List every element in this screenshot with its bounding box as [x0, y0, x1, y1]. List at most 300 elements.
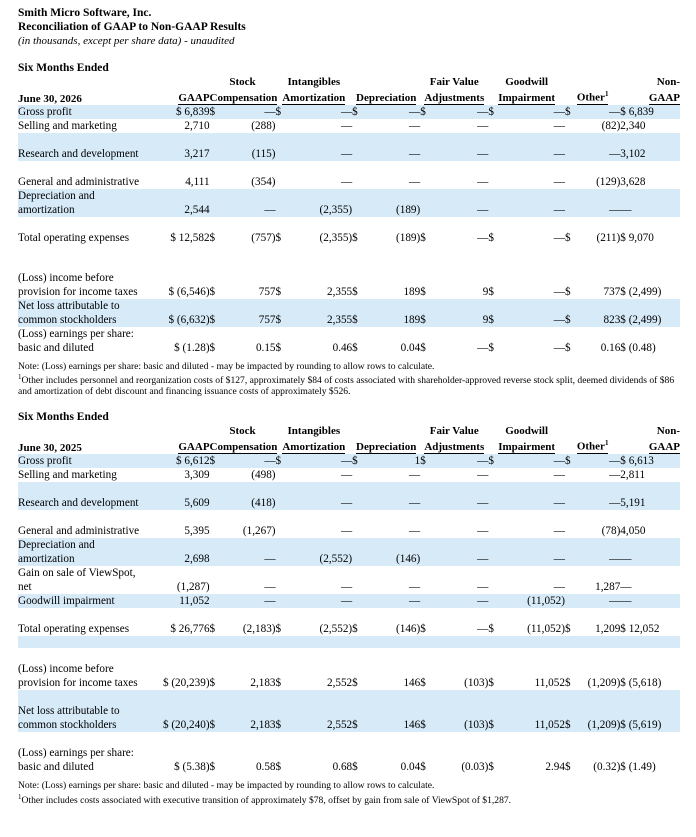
row-label: Total operating expenses — [18, 231, 130, 244]
cell-text: $ — [564, 623, 571, 635]
column-header: Stock — [229, 425, 256, 438]
cell-text: (0.03) — [461, 761, 489, 773]
report-subtitle: (in thousands, except per share data) - unaudited — [18, 35, 235, 47]
cell-text: $ — [420, 341, 426, 354]
table-row — [18, 468, 680, 482]
reconciliation-table — [18, 425, 680, 774]
cell-text: (82) — [601, 119, 621, 132]
column-header — [620, 88, 680, 105]
value-cell — [433, 119, 488, 133]
currency-cell — [352, 327, 365, 355]
currency-cell — [620, 538, 680, 566]
cell-text: $ — [209, 761, 216, 773]
value-cell — [224, 105, 275, 119]
currency-cell — [565, 133, 578, 161]
value-cell — [288, 327, 352, 355]
cell-text: — — [477, 341, 489, 354]
cell-text: $ 12,052 — [620, 623, 660, 635]
table-row — [18, 454, 680, 468]
footnote-text: Other includes costs associated with executive transition of approximately $78, offset by gain from sale of ViewSpot of $1,287. — [21, 794, 512, 806]
value-cell — [144, 217, 210, 245]
cell-text: $ — [564, 455, 571, 467]
cell-text: 2,811 — [620, 469, 646, 481]
currency-cell — [276, 468, 289, 482]
currency-cell — [352, 636, 365, 648]
cell-text: $ — [209, 313, 216, 326]
cell-text: (757) — [251, 231, 276, 244]
value-cell — [578, 636, 621, 648]
currency-cell — [488, 608, 501, 636]
cell-text: — — [553, 469, 565, 481]
cell-text: $ — [420, 761, 426, 773]
column-header — [420, 437, 488, 454]
row-label: Depreciation and amortization — [18, 189, 144, 217]
value-cell — [365, 454, 420, 468]
value-cell — [288, 245, 352, 257]
row-label: Goodwill impairment — [18, 594, 144, 608]
table-row — [18, 648, 680, 690]
currency-cell — [210, 133, 225, 161]
cell-text: $ — [488, 455, 494, 467]
value-cell — [578, 594, 621, 608]
value-cell — [288, 482, 352, 510]
cell-text: — — [477, 553, 489, 565]
cell-text: — — [477, 623, 489, 635]
currency-cell — [420, 566, 433, 594]
value-cell — [288, 566, 352, 594]
cell-text: — — [553, 525, 565, 537]
value-cell — [288, 454, 352, 468]
cell-text: 2,183 — [250, 677, 276, 689]
value-cell — [433, 690, 488, 732]
value-cell — [433, 468, 488, 482]
currency-cell — [488, 482, 501, 510]
value-cell — [365, 133, 420, 161]
cell-text: (146) — [396, 623, 421, 635]
row-label: General and administrative — [18, 175, 140, 188]
value-cell — [288, 636, 352, 648]
currency-cell — [565, 217, 578, 245]
cell-text: $ — [275, 285, 282, 298]
cell-text: — — [609, 105, 621, 118]
currency-cell — [276, 105, 289, 119]
cell-text: (2,355) — [319, 203, 353, 216]
value-cell — [433, 538, 488, 566]
value-cell — [224, 648, 275, 690]
value-cell — [433, 732, 488, 774]
column-header — [352, 76, 420, 88]
value-cell — [144, 690, 210, 732]
cell-text: $ — [420, 313, 426, 326]
cell-text: 0.04 — [400, 761, 421, 773]
currency-cell — [210, 454, 225, 468]
value-cell — [144, 454, 210, 468]
column-header: Goodwill — [505, 76, 549, 88]
column-header — [620, 437, 680, 454]
value-cell — [433, 327, 488, 355]
cell-text: 2,710 — [184, 119, 210, 132]
cell-text: $ — [488, 105, 494, 118]
cell-text: (189) — [396, 203, 421, 216]
currency-cell — [210, 608, 225, 636]
value-cell — [433, 217, 488, 245]
cell-text: $ — [209, 105, 216, 118]
cell-text: $ — [352, 341, 358, 354]
cell-text: — — [477, 469, 489, 481]
cell-text: — — [409, 469, 421, 481]
cell-text: $ — [564, 313, 571, 326]
cell-text: $ — [275, 231, 282, 244]
value-cell — [433, 161, 488, 189]
cell-text: (418) — [251, 497, 276, 509]
cell-text: $ (5.38) — [174, 761, 210, 773]
cell-text: — — [409, 525, 421, 537]
table-row — [18, 732, 680, 774]
value-cell — [501, 119, 565, 133]
currency-cell — [565, 510, 578, 538]
currency-cell — [210, 690, 225, 732]
currency-cell — [276, 217, 289, 245]
currency-cell — [420, 217, 433, 245]
currency-cell — [352, 482, 365, 510]
column-header: Non- — [656, 76, 680, 88]
currency-cell — [276, 454, 289, 468]
cell-text: — — [340, 147, 353, 160]
cell-text: — — [340, 119, 353, 132]
cell-text: — — [609, 553, 621, 565]
cell-text: $ 9,070 — [620, 231, 654, 244]
cell-text: — — [340, 497, 353, 509]
cell-text: 823 — [603, 313, 621, 326]
value-cell — [578, 608, 621, 636]
value-cell — [578, 538, 621, 566]
currency-cell — [488, 454, 501, 468]
currency-cell — [210, 732, 225, 774]
value-cell — [365, 594, 420, 608]
currency-cell — [565, 566, 578, 594]
cell-text: — — [553, 581, 565, 593]
column-header — [565, 425, 620, 437]
value-cell — [224, 217, 275, 245]
currency-cell — [420, 257, 433, 299]
cell-text: — — [477, 105, 489, 118]
column-header — [210, 437, 276, 454]
currency-cell — [420, 245, 433, 257]
value-cell — [365, 566, 420, 594]
currency-cell — [620, 119, 680, 133]
cell-text: — — [609, 455, 621, 467]
cell-text: $ — [564, 231, 571, 244]
cell-text: $ — [564, 285, 571, 298]
other-footnote — [18, 372, 680, 397]
cell-text: 1 — [414, 455, 421, 467]
currency-cell — [420, 538, 433, 566]
cell-text: $ — [275, 105, 282, 118]
cell-text: 4,050 — [620, 525, 646, 537]
table-row — [18, 482, 680, 510]
column-header: Stock — [229, 76, 256, 88]
header-row-1 — [18, 76, 680, 88]
value-cell — [578, 648, 621, 690]
currency-cell — [420, 690, 433, 732]
currency-cell — [210, 161, 225, 189]
cell-text: $ — [488, 231, 494, 244]
currency-cell — [488, 510, 501, 538]
value-cell — [224, 257, 275, 299]
currency-cell — [276, 119, 289, 133]
cell-text: $ (0.48) — [620, 341, 656, 354]
column-header-text: Compensation — [209, 441, 278, 453]
cell-text: 0.68 — [332, 761, 353, 773]
cell-text: $ — [352, 105, 358, 118]
currency-cell — [488, 690, 501, 732]
cell-text: 0.46 — [332, 341, 353, 354]
cell-text: — — [264, 455, 276, 467]
cell-text: $ — [352, 285, 358, 298]
currency-cell — [620, 217, 680, 245]
currency-cell — [565, 690, 578, 732]
cell-text: — — [340, 469, 353, 481]
cell-text: — — [609, 147, 621, 160]
value-cell — [433, 299, 488, 327]
cell-text: (0.32) — [593, 761, 621, 773]
footnote-text: Other includes personnel and reorganization costs of $127, approximately $84 of costs associated with shareholder-approved reverse stock split, deemed dividends of $86 and amortization of debt discount and financing issuance costs of approximately $526. — [18, 375, 675, 398]
cell-text: (2,183) — [242, 623, 276, 635]
value-cell — [501, 454, 565, 468]
cell-text: 757 — [258, 313, 276, 326]
currency-cell — [565, 257, 578, 299]
cell-text: — — [609, 469, 621, 481]
currency-cell — [210, 482, 225, 510]
value-cell — [578, 566, 621, 594]
currency-cell — [276, 636, 289, 648]
value-cell — [578, 257, 621, 299]
cell-text: $ — [488, 313, 494, 326]
cell-text: 11,052 — [179, 595, 210, 607]
currency-cell — [488, 566, 501, 594]
value-cell — [433, 257, 488, 299]
row-label — [18, 245, 144, 257]
currency-cell — [488, 468, 501, 482]
currency-cell — [420, 105, 433, 119]
value-cell — [224, 732, 275, 774]
spacer-row — [18, 245, 680, 257]
currency-cell — [488, 594, 501, 608]
value-cell — [501, 327, 565, 355]
value-cell — [144, 538, 210, 566]
cell-text: $ — [209, 341, 216, 354]
currency-cell — [420, 510, 433, 538]
currency-cell — [276, 538, 289, 566]
currency-cell — [565, 327, 578, 355]
value-cell — [144, 299, 210, 327]
cell-text: $ — [352, 719, 358, 731]
cell-text: — — [620, 595, 632, 607]
value-cell — [501, 510, 565, 538]
value-cell — [224, 133, 275, 161]
column-header: Fair Value — [429, 76, 479, 88]
value-cell — [144, 468, 210, 482]
currency-cell — [620, 257, 680, 299]
cell-text: $ (1.49) — [620, 761, 656, 773]
value-cell — [578, 217, 621, 245]
value-cell — [224, 608, 275, 636]
column-header — [352, 437, 420, 454]
currency-cell — [620, 636, 680, 648]
column-header — [352, 88, 420, 105]
row-label: Research and development — [18, 482, 144, 510]
currency-cell — [420, 732, 433, 774]
cell-text: $ — [275, 761, 282, 773]
cell-text: — — [477, 175, 489, 188]
cell-text: $ — [352, 623, 358, 635]
cell-text: $ — [564, 719, 571, 731]
currency-cell — [276, 690, 289, 732]
cell-text: 3,628 — [620, 175, 646, 188]
currency-cell — [565, 119, 578, 133]
cell-text: $ — [564, 761, 571, 773]
currency-cell — [488, 189, 501, 217]
footnote-marker: 1 — [604, 90, 609, 98]
value-cell — [501, 468, 565, 482]
cell-text: $ — [352, 313, 358, 326]
cell-text: $ — [352, 231, 358, 244]
row-label: (Loss) earnings per share: basic and diluted — [18, 327, 134, 354]
column-header-text: GAAP — [648, 441, 680, 453]
cell-text: — — [477, 119, 489, 132]
value-cell — [365, 299, 420, 327]
row-label: Depreciation and amortization — [18, 538, 144, 566]
cell-text: — — [477, 203, 489, 216]
cell-text: $ (1.28) — [174, 341, 210, 354]
column-header-text: GAAP — [178, 441, 210, 453]
value-cell — [144, 482, 210, 510]
value-cell — [144, 189, 210, 217]
cell-text: — — [340, 175, 353, 188]
cell-text: (1,209) — [587, 677, 621, 689]
value-cell — [144, 105, 210, 119]
value-cell — [144, 608, 210, 636]
value-cell — [578, 690, 621, 732]
cell-text: $ — [564, 341, 571, 354]
cell-text: 11,052 — [534, 677, 565, 689]
currency-cell — [276, 161, 289, 189]
value-cell — [365, 257, 420, 299]
row-label: Research and development — [18, 133, 144, 161]
cell-text: — — [477, 595, 489, 607]
currency-cell — [420, 327, 433, 355]
currency-cell — [620, 648, 680, 690]
cell-text: — — [553, 553, 565, 565]
value-cell — [501, 217, 565, 245]
cell-text: — — [264, 595, 276, 607]
column-header — [144, 76, 210, 88]
spacer-row — [18, 636, 680, 648]
currency-cell — [620, 510, 680, 538]
column-header-text: GAAP — [648, 91, 680, 104]
period-heading: Six Months Ended — [18, 411, 109, 424]
cell-text: — — [609, 203, 621, 216]
value-cell — [501, 105, 565, 119]
value-cell — [501, 482, 565, 510]
currency-cell — [565, 636, 578, 648]
currency-cell — [565, 161, 578, 189]
currency-cell — [210, 510, 225, 538]
value-cell — [288, 594, 352, 608]
section-2025 — [18, 410, 680, 805]
value-cell — [224, 327, 275, 355]
cell-text: 189 — [403, 285, 421, 298]
currency-cell — [276, 594, 289, 608]
cell-text: 0.04 — [400, 341, 421, 354]
value-cell — [501, 636, 565, 648]
column-header — [144, 425, 210, 437]
cell-text: (1,209) — [587, 719, 621, 731]
column-header: Fair Value — [429, 425, 479, 438]
currency-cell — [352, 732, 365, 774]
currency-cell — [352, 538, 365, 566]
value-cell — [365, 161, 420, 189]
cell-text: 146 — [403, 677, 421, 689]
value-cell — [365, 119, 420, 133]
cell-text: — — [553, 341, 565, 354]
currency-cell — [620, 690, 680, 732]
currency-cell — [620, 566, 680, 594]
currency-cell — [620, 454, 680, 468]
currency-cell — [352, 608, 365, 636]
value-cell — [224, 636, 275, 648]
cell-text: — — [409, 119, 421, 132]
cell-text: $ — [352, 455, 358, 467]
cell-text: 737 — [603, 285, 621, 298]
value-cell — [433, 594, 488, 608]
cell-text: $ — [209, 285, 216, 298]
value-cell — [224, 510, 275, 538]
cell-text: 4,111 — [185, 175, 210, 188]
cell-text: (1,267) — [242, 525, 276, 537]
currency-cell — [210, 299, 225, 327]
value-cell — [433, 189, 488, 217]
currency-cell — [488, 327, 501, 355]
column-header-text: Impairment — [498, 91, 556, 104]
cell-text: 9 — [482, 285, 489, 298]
value-cell — [501, 566, 565, 594]
currency-cell — [620, 608, 680, 636]
cell-text: — — [477, 525, 489, 537]
value-cell — [224, 161, 275, 189]
value-cell — [144, 161, 210, 189]
currency-cell — [620, 133, 680, 161]
cell-text: — — [340, 525, 353, 537]
currency-cell — [352, 133, 365, 161]
currency-cell — [420, 608, 433, 636]
cell-text: 0.15 — [255, 341, 276, 354]
value-cell — [288, 217, 352, 245]
cell-text: 3,102 — [620, 147, 646, 160]
table-row — [18, 189, 680, 217]
table-row — [18, 161, 680, 189]
value-cell — [501, 299, 565, 327]
company-name: Smith Micro Software, Inc. — [18, 7, 152, 19]
value-cell — [288, 648, 352, 690]
value-cell — [433, 510, 488, 538]
cell-text: — — [553, 175, 565, 188]
cell-text: (11,052) — [527, 595, 565, 607]
cell-text: $ — [275, 313, 282, 326]
value-cell — [365, 105, 420, 119]
value-cell — [288, 133, 352, 161]
table-row — [18, 119, 680, 133]
